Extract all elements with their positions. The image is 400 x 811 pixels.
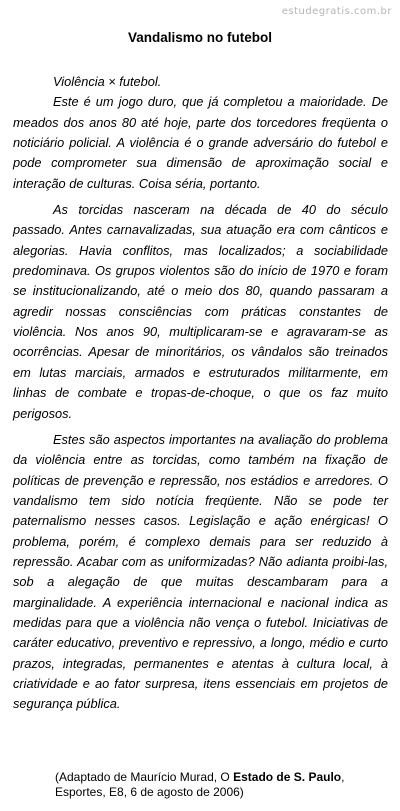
paragraph-2: As torcidas nasceram na década de 40 do século passado. Antes carnavalizadas, sua atuação era com cânticos e alegorias. Havia conflitos, mas localizados; a sociabilidade predominava. Os grupos violentos são do início de 1970 e foram se institucionalizando, até o meio dos 80, quando passaram a agredir nossas consciências com práticas constantes de violência. Nos anos 90, multiplicaram-se e agravaram-se as ocorrências. Apesar de minoritários, os vândalos são treinados em lutas marciais, armados e estruturados militarmente, em linhas de combate e tropas-de-choque, o que os faz muito perigosos. bbox=[13, 202, 388, 421]
source-citation bbox=[55, 770, 395, 800]
source-suffix: , Esportes, E8, 6 de agosto de 2006) bbox=[55, 770, 345, 799]
paragraph-3: Estes são aspectos importantes na avaliação do problema da violência entre as torcidas, como também na fixação de políticas de prevenção e repressão, nos estádios e arredores. O vandalismo tem sido notícia freqüente. Não se pode ter paternalismo nesses casos. Legislação e ação enérgicas! O problema, porém, é complexo demais para ser reduzido à repressão. Acabar com as uniformizadas? Não adianta proibi-las, sob a alegação de que muitas descambaram para a marginalidade. A experiência internacional e nacional indica as medidas para que a violência não vença o futebol. Iniciativas de caráter educativo, preventivo e repressivo, a longo, médio e curto prazos, integradas, permanentes e atentas à cultura local, à criatividade e ao fator surpresa, itens essenciais em projetos de segurança pública. bbox=[13, 431, 388, 712]
source-prefix: (Adaptado de Maurício Murad, O bbox=[55, 770, 234, 784]
article-title: Vandalismo no futebol bbox=[127, 30, 272, 45]
source-newspaper: Estado de S. Paulo bbox=[233, 770, 342, 784]
article-subtitle: Violência × futebol. bbox=[53, 74, 162, 89]
site-watermark: estudegratis.com.br bbox=[281, 6, 392, 17]
article-body bbox=[13, 72, 388, 715]
paragraph-1: Este é um jogo duro, que já completou a maioridade. De meados dos anos 80 até hoje, parte dos torcedores freqüenta o noticiário policial. A violência é o grande adversário do futebol e pode comprometer sua dimensão de aproximação social e interação de culturas. Coisa séria, portanto. bbox=[13, 94, 388, 191]
